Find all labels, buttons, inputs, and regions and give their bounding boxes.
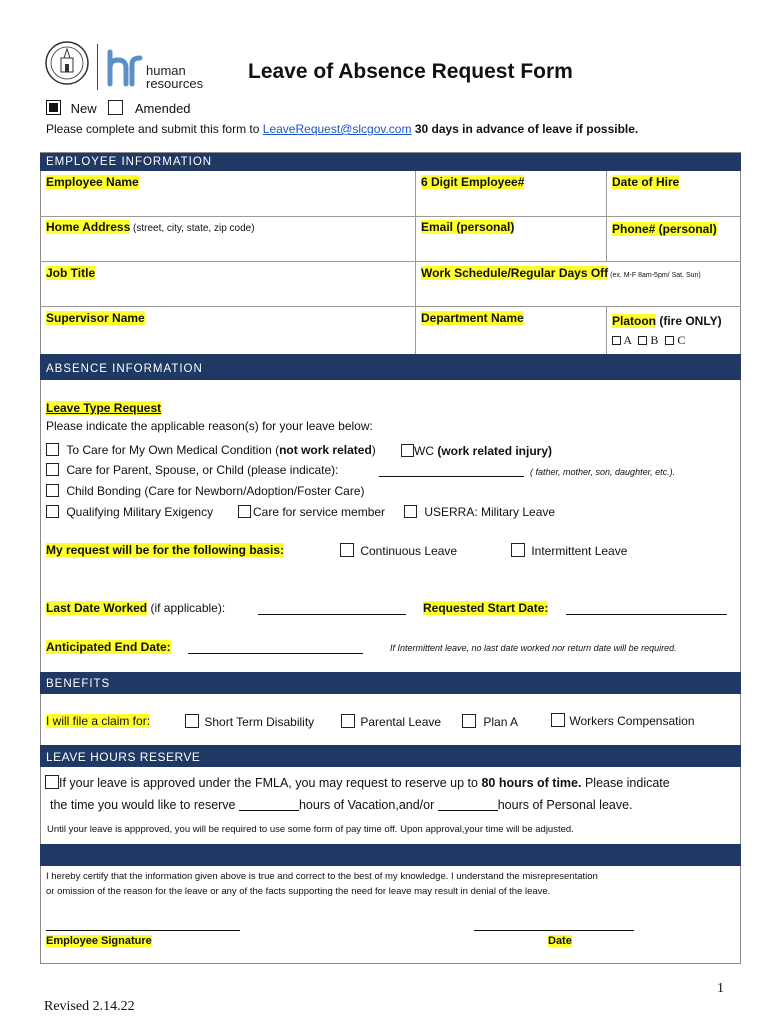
certify-bar [40,844,741,866]
platoon-note: (fire ONLY) [656,314,722,328]
instr-suffix: 30 days in advance of leave if possible. [411,122,639,136]
continuous-checkbox[interactable] [340,543,354,557]
wc-checkbox[interactable] [401,444,414,457]
instr-prefix: Please complete and submit this form to [46,122,263,136]
supervisor-cell[interactable] [46,311,145,325]
userra-row [404,505,555,519]
leave-type-heading [46,401,161,415]
intermittent-row [511,543,627,558]
personal-phone-cell[interactable] [612,222,717,236]
end-date-wrap [46,640,171,654]
military-exigency-label: Qualifying Military Exigency [66,505,214,519]
form-title: Leave of Absence Request Form [248,60,573,83]
platoon-b-checkbox[interactable] [638,336,647,345]
hr-logo-icon [104,48,144,88]
plan-a-checkbox[interactable] [462,714,476,728]
start-date-label: Requested Start Date: [423,601,549,615]
department-cell[interactable] [421,311,524,325]
hr-logo-line1: human [146,63,186,78]
supervisor-label: Supervisor Name [46,311,145,325]
logo-divider [97,44,98,90]
basis-label-wrap [46,543,284,557]
last-date-line[interactable] [258,602,406,615]
benefits-bar: BENEFITS [40,672,741,694]
page-number: 1 [717,981,724,996]
reserve-line2-a: the time you would like to reserve [50,798,239,812]
personal-email-cell[interactable] [421,220,514,234]
own-medical-label-a: To Care for My Own Medical Condition ( [66,443,280,457]
indicate-instructions: Please indicate the applicable reason(s) for your leave below: [46,419,373,433]
reserve-text-b: 80 hours of time. [481,776,582,790]
plan-a-row [462,714,518,729]
care-parent-row [46,463,338,477]
platoon-b-label: B [650,333,659,347]
start-date-wrap [423,601,548,615]
wc-label-a: WC [414,444,438,458]
wc-label-b: (work related injury) [437,444,553,458]
parental-row [341,714,441,729]
signature-line[interactable] [46,918,240,931]
work-schedule-note: (ex. M-F 8am-5pm/ Sat. Sun) [608,272,701,279]
claim-label: I will file a claim for: [46,714,151,728]
grid-line [40,216,741,217]
department-label: Department Name [421,311,524,325]
service-member-checkbox[interactable] [238,505,251,518]
std-row [185,714,314,729]
grid-line [606,306,607,354]
reserve-line3: Until your leave is appproved, you will be required to use some form of pay time off. Upon approval,your time will be adjusted. [47,824,574,835]
reserve-line1 [45,775,670,790]
own-medical-label-b: not work related [279,443,372,457]
date-line[interactable] [474,918,634,931]
last-date-row [46,601,225,615]
bonding-checkbox[interactable] [46,484,59,497]
parental-label: Parental Leave [360,715,442,729]
end-date-line[interactable] [188,641,363,654]
reserve-text-a: If your leave is approved under the FMLA, you may request to reserve up to [59,776,482,790]
platoon-c-checkbox[interactable] [665,336,674,345]
own-medical-row [46,443,376,457]
reserve-line2-b: hours of Vacation,and/or [298,798,438,812]
employee-number-label: 6 Digit Employee# [421,175,525,189]
hr-logo-text [146,64,203,90]
employee-number-cell[interactable] [421,175,524,189]
reserve-bar: LEAVE HOURS RESERVE [40,745,741,767]
employee-name-label: Employee Name [46,175,139,189]
personal-email-label: Email (personal) [421,220,515,234]
revised-date: Revised 2.14.22 [44,999,135,1014]
workers-row [551,713,695,728]
platoon-cell [612,314,722,328]
date-label-wrap [548,935,572,947]
care-parent-label: Care for Parent, Spouse, or Child (please indicate): [66,463,339,477]
hire-date-label: Date of Hire [612,175,680,189]
userra-label: USERRA: Military Leave [424,505,556,519]
intermittent-label: Intermittent Leave [531,544,628,558]
email-link[interactable]: LeaveRequest@slcgov.com [262,122,412,136]
personal-hours-line[interactable] [438,798,498,811]
platoon-a-checkbox[interactable] [612,336,621,345]
form-type-options [46,100,191,116]
workers-label: Workers Compensation [569,714,695,728]
relation-line[interactable] [379,464,524,477]
amended-label: Amended [134,101,191,116]
military-exigency-checkbox[interactable] [46,505,59,518]
platoon-c-label: C [677,333,686,347]
signature-label-wrap [46,935,152,947]
platoon-options [612,333,685,348]
job-title-label: Job Title [46,266,96,280]
work-schedule-label: Work Schedule/Regular Days Off [421,266,609,280]
plan-a-label: Plan A [483,715,519,729]
home-address-cell[interactable] [46,220,255,234]
grid-line [40,261,741,262]
absence-info-bar: ABSENCE INFORMATION [40,354,741,380]
own-medical-label-c: ) [371,443,376,457]
home-address-note: (street, city, state, zip code) [130,223,255,234]
grid-line [606,171,607,261]
reserve-text-c: Please indicate [581,776,670,790]
employee-info-bar: EMPLOYEE INFORMATION [40,153,741,171]
reserve-line2 [50,798,633,812]
new-label: New [70,101,97,116]
grid-line [415,171,416,354]
platoon-a-label: A [623,333,632,347]
new-checkbox[interactable] [46,100,61,115]
leave-type-label: Leave Type Request [46,401,162,415]
job-title-cell[interactable] [46,266,95,280]
relation-note: ( father, mother, son, daughter, etc.). [530,467,676,477]
work-schedule-cell[interactable] [421,266,701,280]
end-date-label: Anticipated End Date: [46,640,171,654]
userra-checkbox[interactable] [404,505,417,518]
last-date-note: (if applicable): [147,601,226,615]
continuous-label: Continuous Leave [360,544,458,558]
military-row [46,505,213,519]
own-medical-checkbox[interactable] [46,443,59,456]
grid-line [40,306,741,307]
reserve-line2-c: hours of Personal leave. [497,798,633,812]
service-member-label: Care for service member [253,505,386,519]
std-label: Short Term Disability [204,715,315,729]
vacation-hours-line[interactable] [239,798,299,811]
reserve-checkbox[interactable] [45,775,59,789]
intermittent-note: If Intermittent leave, no last date worked nor return date will be required. [390,643,677,653]
continuous-row [340,543,457,558]
date-label: Date [548,935,572,947]
hr-logo-line2: resources [146,76,204,91]
last-date-label: Last Date Worked [46,601,148,615]
certify-text-1: I hereby certify that the information given above is true and correct to the best of my knowledge. I understand the misrepresentation [46,871,598,882]
std-checkbox[interactable] [185,714,199,728]
intermittent-checkbox[interactable] [511,543,525,557]
city-seal-logo [44,40,90,86]
parental-checkbox[interactable] [341,714,355,728]
bonding-row [46,484,365,498]
claim-label-wrap [46,714,150,728]
care-parent-checkbox[interactable] [46,463,59,476]
bonding-label: Child Bonding (Care for Newborn/Adoption/Foster Care) [66,484,365,498]
submit-instructions [46,122,638,136]
personal-phone-label: Phone# (personal) [612,222,717,236]
workers-checkbox[interactable] [551,713,565,727]
employee-name-cell[interactable] [46,175,139,189]
wc-row [401,444,552,458]
service-member-row [238,505,385,519]
certify-text-2: or omission of the reason for the leave or any of the facts supporting the need for leave may result in denial of the leave. [46,886,551,897]
basis-label: My request will be for the following basis: [46,543,285,557]
home-address-label: Home Address [46,220,131,234]
amended-checkbox[interactable] [108,100,123,115]
start-date-line[interactable] [566,602,727,615]
hire-date-cell[interactable] [612,175,679,189]
signature-label: Employee Signature [46,935,152,947]
platoon-label: Platoon [612,314,656,328]
